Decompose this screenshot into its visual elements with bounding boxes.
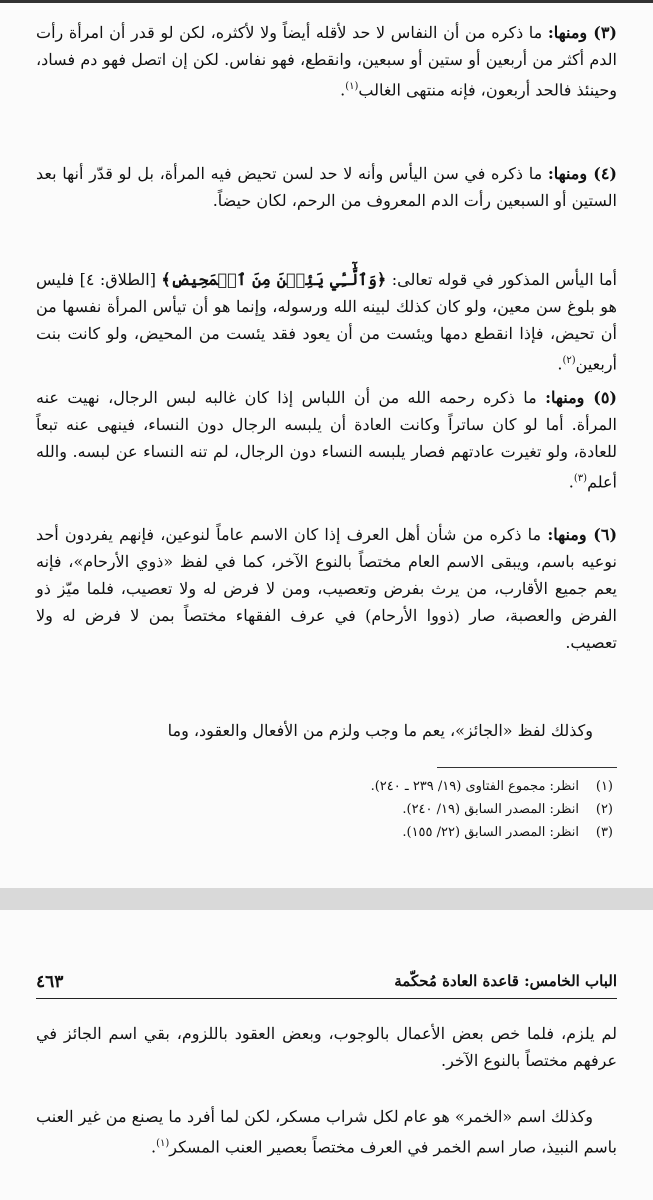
paragraph-continued (36, 1020, 617, 1074)
footnote-text: انظر: مجموع الفتاوى (١٩/ ٢٣٩ ـ ٢٤٠). (370, 779, 579, 794)
paragraph-lead: (٣) ومنها: (547, 23, 617, 42)
footnote-text: انظر: المصدر السابق (٢٢/ ١٥٥). (402, 825, 579, 840)
paragraph-text: لم يلزم، فلما خص بعض الأعمال بالوجوب، وبعض العقود باللزوم، بقي اسم الجائز في عرفهم مختصاً بالنوع الآخر. (36, 1024, 617, 1070)
paragraph-text: ما ذكره رحمه الله من أن اللباس إذا كان غالبه لبس الرجال، نهيت عنه المرأة. أما لو كان ساتراً وكانت العادة أن يلبسه الرجال دون النساء، فينهى عنه تبعاً للعادة، ولو تغيرت عادتهم فصار يلبسه النساء دون الرجال، لم تنه النساء عن لبسه. والله أعلم (36, 388, 617, 492)
footnote-ref: (٣) (573, 473, 588, 484)
page-number: ٤٦٣ (36, 972, 64, 992)
chapter-title: الباب الخامس: قاعدة العادة مُحكّمة (394, 972, 617, 990)
paragraph-text: [الطلاق: ٤] فليس هو بلوغ سن معين، ولو كان كذلك لبينه الله ورسوله، وإنما هو أن تيأس المرأة نفسها من أن تحيض، فإذا انقطع دمها ويئست من أن يعود فقد يئست من المحيض، ولو كانت بنت أربعين (36, 270, 617, 374)
paragraph-text: ما ذكره من شأن أهل العرف إذا كان الاسم عاماً لنوعين، فإنهم يفردون أحد نوعيه باسم، ويبقى الاسم العام مختصاً بالنوع الآخر، كما في لفظ «ذوي الأرحام»، فإنه يعم جميع الأقارب، من يرث بفرض وتعصيب، ومن لا فرض له ولا تعصيب، فلما ميّز ذو الفرض والعصبة، صار (ذووا الأرحام) في عرف الفقهاء مختصاً بمن لا فرض له ولا تعصيب. (36, 525, 618, 652)
paragraph-text: أما اليأس المذكور في قوله تعالى: (386, 270, 617, 289)
paragraph-lead: (٤) ومنها: (547, 164, 617, 183)
paragraph-4 (36, 160, 617, 214)
paragraph-7 (36, 717, 617, 744)
paragraph-end: . (340, 80, 346, 100)
paragraph-end: . (150, 1137, 157, 1157)
paragraph-end: . (568, 472, 574, 492)
paragraph-text: ما ذكره من أن النفاس لا حد لأقله أيضاً ولا لأكثره، لكن لو قدر أن امرأة رأت الدم أكثر من أربعين أو ستين أو سبعين، وانقطع، فهو نفاس. لكن إن اتصل فهو دم فساد، وحينئذ فالحد أربعون، فإنه منتهى الغالب (36, 23, 617, 100)
footnote-divider (437, 767, 617, 768)
paragraph-5 (36, 384, 617, 495)
footnote-number: (٣) (595, 825, 613, 840)
footnote-ref: (٢) (562, 355, 576, 366)
footnote-ref: (١) (345, 81, 359, 92)
quran-verse: ﴿وَٱلَّٰٓـِٔي يَئِسۡنَ مِنَ ٱلۡمَحِيضِ﴾ (161, 270, 387, 289)
footnote-item (40, 798, 613, 821)
paragraph-text: وكذلك اسم «الخمر» هو عام لكل شراب مسكر، لكن لما أفرد ما يصنع من غير العنب باسم النبيذ، صار اسم الخمر في العرف مختصاً بعصير العنب المسكر (36, 1107, 617, 1157)
footnote-item (40, 775, 613, 798)
footnote-text: انظر: المصدر السابق (١٩/ ٢٤٠). (402, 802, 579, 817)
paragraph-lead: (٦) ومنها: (547, 525, 618, 544)
paragraph-3 (36, 19, 617, 103)
paragraph-6 (36, 521, 617, 656)
paragraph-end: . (557, 354, 563, 374)
footnote-item (40, 821, 613, 844)
footnote-number: (١) (595, 779, 613, 794)
book-page-lower (0, 910, 653, 1200)
paragraph-lead: (٥) ومنها: (545, 388, 617, 407)
running-header (36, 972, 617, 999)
paragraph-text: وكذلك لفظ «الجائز»، يعم ما وجب ولزم من الأفعال والعقود، وما (167, 721, 593, 740)
paragraph-4-continued (36, 266, 617, 377)
footnotes (40, 775, 613, 844)
footnote-number: (٢) (595, 802, 613, 817)
paragraph-text: ما ذكره في سن اليأس وأنه لا حد لسن تحيض فيه المرأة، بل لو قدّر أنها بعد الستين أو السبعين رأت الدم المعروف من الرحم، لكان حيضاً. (36, 164, 617, 210)
paragraph-khamr (36, 1103, 617, 1160)
footnote-ref: (١) (156, 1138, 170, 1149)
